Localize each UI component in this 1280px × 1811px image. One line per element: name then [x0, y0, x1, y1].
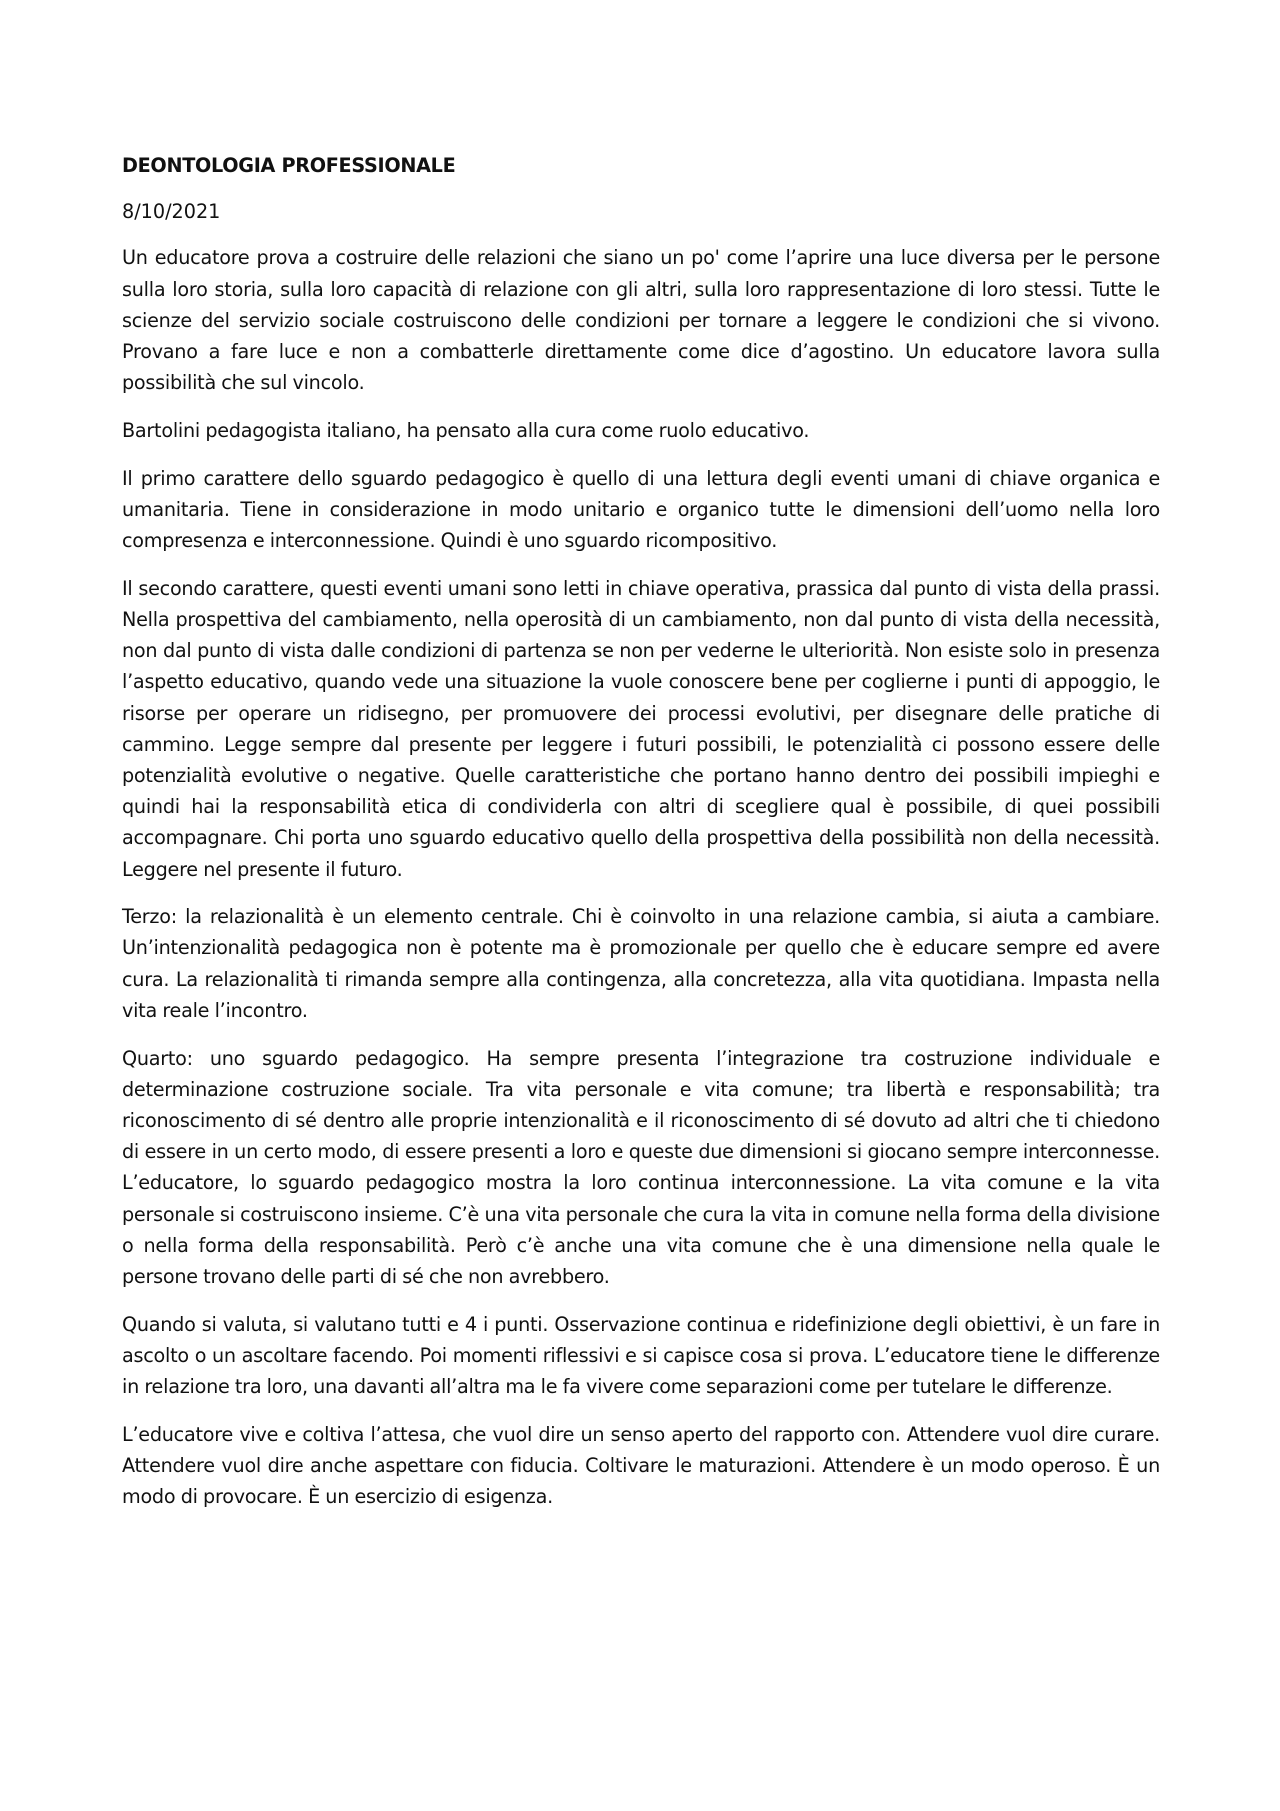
- document-date: 8/10/2021: [122, 200, 221, 224]
- paragraph-7: Quando si valuta, si valutano tutti e 4 i punti. Osservazione continua e ridefinizione degli obiettivi, è un fare in ascolto o un ascoltare facendo. Poi momenti riflessivi e si capisce cosa si prova. L’educatore tiene le differenze in relazione tra loro, una davanti all’altra ma le fa vivere come separazioni come per tutelare le differenze.: [122, 1312, 1160, 1399]
- paragraph-3: Il primo carattere dello sguardo pedagogico è quello di una lettura degli eventi umani di chiave organica e umanitaria. Tiene in considerazione in modo unitario e organico tutte le dimensioni dell’uomo nella loro compresenza e interconnessione. Quindi è uno sguardo ricompositivo.: [122, 466, 1160, 553]
- document-page: [122, 150, 1160, 1529]
- document-title: DEONTOLOGIA PROFESSIONALE: [122, 154, 456, 177]
- paragraph-4: Il secondo carattere, questi eventi umani sono letti in chiave operativa, prassica dal punto di vista della prassi. Nella prospettiva del cambiamento, nella operosità di un cambiamento, non dal punto di vista della necessità, non dal punto di vista dalle condizioni di partenza se non per vederne le ulteriorità. Non esiste solo in presenza l’aspetto educativo, quando vede una situazione la vuole conoscere bene per coglierne i punti di appoggio, le risorse per operare un ridisegno, per promuovere dei processi evolutivi, per disegnare delle pratiche di cammino. Legge sempre dal presente per leggere i futuri possibili, le potenzialità ci possono essere delle potenzialità evolutive o negative. Quelle caratteristiche che portano hanno dentro dei possibili impieghi e quindi hai la responsabilità etica di condividerla con altri di scegliere qual è possibile, di quei possibili accompagnare. Chi porta uno sguardo educativo quello della prospettiva della possibilità non della necessità. Leggere nel presente il futuro.: [122, 576, 1160, 881]
- paragraph-2: Bartolini pedagogista italiano, ha pensato alla cura come ruolo educativo.: [122, 418, 810, 442]
- paragraph-6: Quarto: uno sguardo pedagogico. Ha sempre presenta l’integrazione tra costruzione individuale e determinazione costruzione sociale. Tra vita personale e vita comune; tra libertà e responsabilità; tra riconoscimento di sé dentro alle proprie intenzionalità e il riconoscimento di sé dovuto ad altri che ti chiedono di essere in un certo modo, di essere presenti a loro e queste due dimensioni si giocano sempre interconnesse. L’educatore, lo sguardo pedagogico mostra la loro continua interconnessione. La vita comune e la vita personale si costruiscono insieme. C’è una vita personale che cura la vita in comune nella forma della divisione o nella forma della responsabilità. Però c’è anche una vita comune che è una dimensione nella quale le persone trovano delle parti di sé che non avrebbero.: [122, 1046, 1160, 1288]
- paragraph-1: Un educatore prova a costruire delle relazioni che siano un po' come l’aprire una luce diversa per le persone sulla loro storia, sulla loro capacità di relazione con gli altri, sulla loro rappresentazione di loro stessi. Tutte le scienze del servizio sociale costruiscono delle condizioni per tornare a leggere le condizioni che si vivono. Provano a fare luce e non a combatterle direttamente come dice d’agostino. Un educatore lavora sulla possibilità che sul vincolo.: [122, 246, 1160, 395]
- paragraph-8: L’educatore vive e coltiva l’attesa, che vuol dire un senso aperto del rapporto con. Attendere vuol dire curare. Attendere vuol dire anche aspettare con fiducia. Coltivare le maturazioni. Attendere è un modo operoso. È un modo di provocare. È un esercizio di esigenza.: [122, 1422, 1160, 1509]
- paragraph-5: Terzo: la relazionalità è un elemento centrale. Chi è coinvolto in una relazione cambia, si aiuta a cambiare. Un’intenzionalità pedagogica non è potente ma è promozionale per quello che è educare sempre ed avere cura. La relazionalità ti rimanda sempre alla contingenza, alla concretezza, alla vita quotidiana. Impasta nella vita reale l’incontro.: [122, 905, 1160, 1022]
